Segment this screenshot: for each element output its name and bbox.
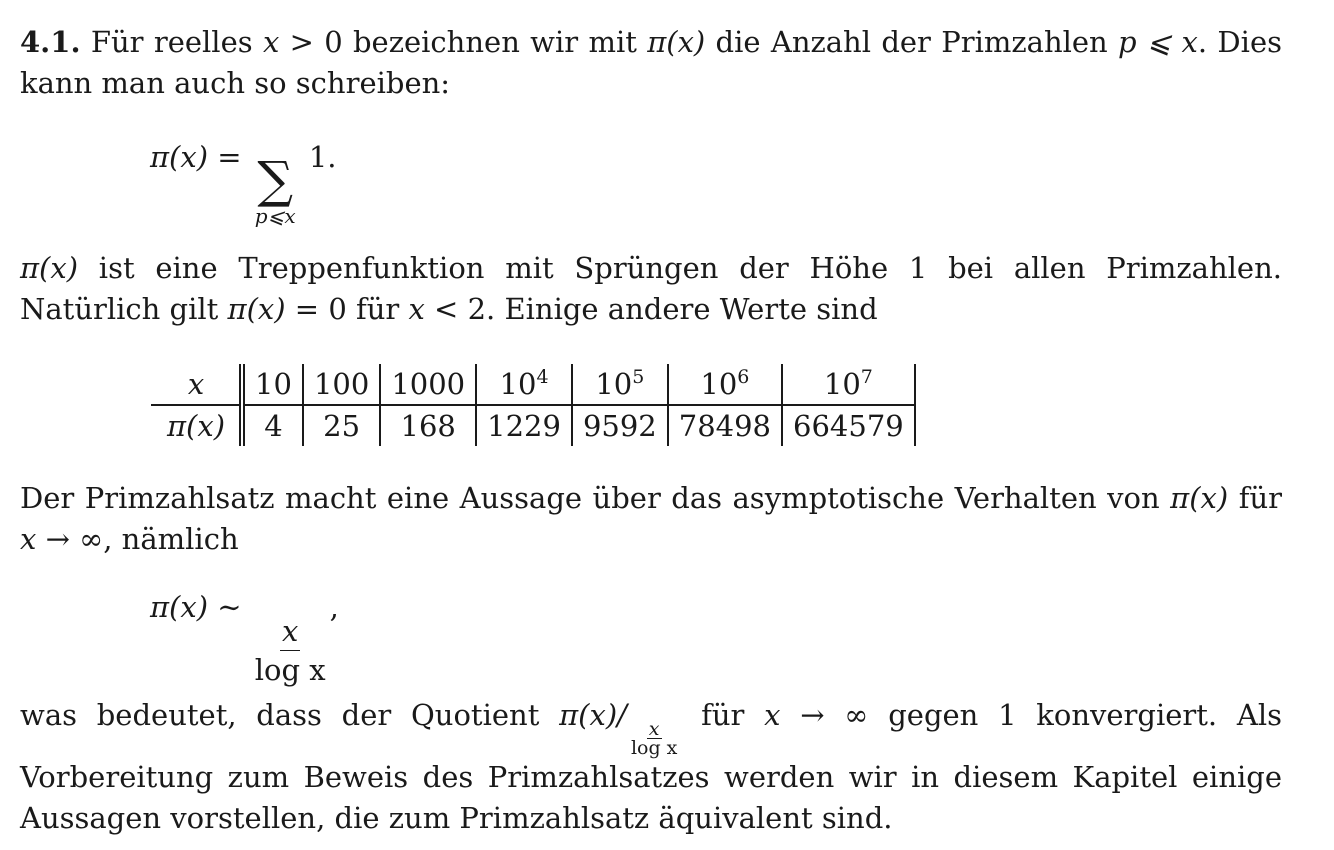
fraction-denominator: log x [630,737,678,759]
equation-asymptotic [150,590,339,687]
math-p-le-x: p ⩽ x [1118,25,1198,59]
cell-exponent: 5 [632,366,645,388]
equation-lhs: π(x) = [150,140,242,174]
table-cell: 25 [303,405,380,446]
equation-rhs: 1. [308,140,337,174]
table-cell: 4 [242,405,303,446]
table-cell: 1229 [476,405,572,446]
equation-lhs: π(x) ∼ [150,590,242,624]
inline-fraction [629,720,679,757]
section-number: 4.1. [20,25,81,59]
table-cell [303,364,380,405]
prime-counting-table [151,364,916,446]
equation-prime-counting-sum [150,140,337,227]
cell-exponent: 7 [860,366,873,388]
row-label-x: x [151,364,242,405]
text: für [1228,481,1282,515]
cell-base: 10 [823,367,861,401]
text: die Anzahl der Primzahlen [705,25,1119,59]
cell-base: 1000 [391,367,466,401]
table-cell [782,364,915,405]
table-cell [242,364,303,405]
table-cell: 664579 [782,405,915,446]
lower-content [20,478,1282,560]
math-pi-x: π(x) [1170,481,1229,515]
text: ist eine Treppenfunktion mit Sprüngen der Höhe 1 bei allen Primzahlen. Natürlich gilt [20,251,1282,326]
fraction-numerator: x [280,614,300,651]
fraction-numerator: x [648,718,660,740]
text: . Dies kann man auch so schreiben: [20,25,1282,100]
math-x-to-infinity: x → ∞ [764,698,869,732]
math-pi-x: π(x) [20,251,79,285]
math-pi-x-over: π(x)/ [559,698,627,732]
cell-base: 10 [595,367,633,401]
math-x: x [408,292,425,326]
table-row-x [151,364,915,405]
text: Der Primzahlsatz macht eine Aussage über das asymptotische Verhalten von [20,481,1171,515]
cell-base: 10 [700,367,738,401]
text: , nämlich [103,522,239,556]
cell-base: 10 [499,367,537,401]
paragraph-prime-number-theorem [20,478,1282,560]
cell-base: 100 [313,367,370,401]
cell-exponent: 4 [536,366,549,388]
math-pi-x: π(x) [647,25,706,59]
closing-content [20,695,1282,839]
table-cell [668,364,782,405]
table-cell [572,364,668,405]
table-cell: 78498 [668,405,782,446]
text: für [681,698,765,732]
text: was bedeutet, dass der Quotient [20,698,560,732]
sum-subscript: p⩽x [254,204,296,228]
equation-comma: , [329,590,339,624]
paragraph-quotient [20,695,1282,839]
table-cell: 9592 [572,405,668,446]
table-cell: 168 [380,405,476,446]
table-cell [476,364,572,405]
math-x: x [262,25,280,59]
fraction-x-over-log-x [253,614,328,687]
row-label-pi-x: π(x) [167,409,226,443]
paragraph-step-function [20,248,1282,330]
table-row-pi [151,405,915,446]
text: > 0 bezeichnen wir mit [279,25,648,59]
cell-base: 10 [255,367,292,401]
table-cell [380,364,476,405]
text: gegen 1 konvergiert. Als Vorbereitung zum Beweis des Primzahlsatzes werden wir in diesem Kapitel einige Aussagen vorstellen, die zum Primzahlsatz äquivalent sind. [20,698,1282,835]
math-pi-x: π(x) [227,292,286,326]
cell-exponent: 6 [737,366,750,388]
text: Für reelles [80,25,263,59]
fraction-denominator: log x [254,653,326,687]
paragraph-definition [20,22,1282,104]
math-x-to-infinity: x → ∞ [20,522,104,556]
text: < 2. Einige andere Werte sind [424,292,878,326]
sigma-symbol: ∑ [257,151,294,209]
sum-operator [254,151,296,228]
text: = 0 für [285,292,409,326]
